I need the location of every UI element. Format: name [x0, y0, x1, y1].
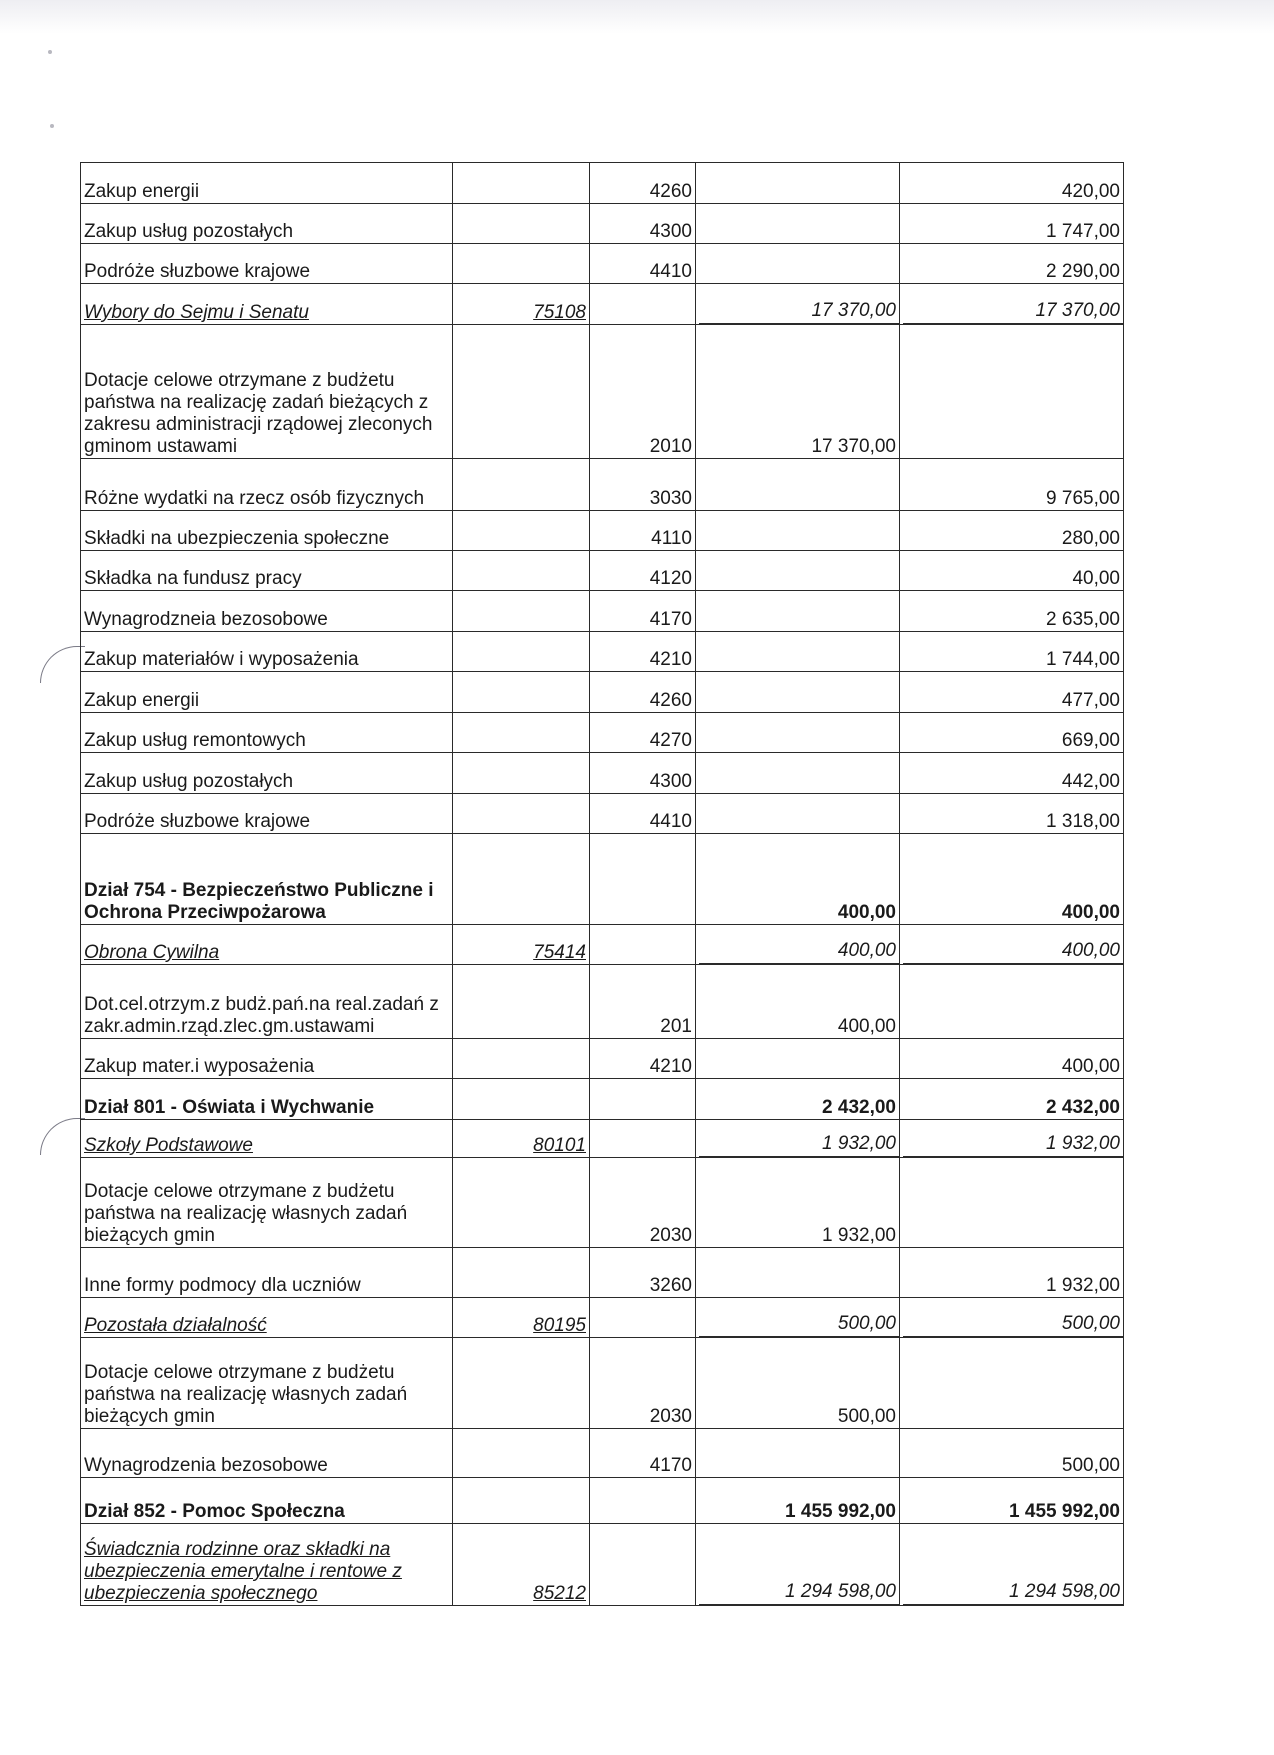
chapter-code-cell — [453, 325, 590, 459]
paragraph-code-cell — [590, 1158, 696, 1248]
description-cell-text: Wybory do Sejmu i Senatu — [84, 302, 309, 323]
change-amount-cell — [900, 459, 1124, 511]
change-amount-cell — [900, 244, 1124, 284]
change-amount-cell — [900, 1039, 1124, 1079]
scan-speck — [50, 124, 54, 128]
description-cell — [81, 244, 453, 284]
change-amount-cell-text: 669,00 — [1061, 730, 1120, 751]
paragraph-code-cell — [590, 672, 696, 713]
description-cell-text: Zakup mater.i wyposażenia — [84, 1056, 315, 1077]
change-amount-cell-text: 1 294 598,00 — [903, 1581, 1124, 1605]
paragraph-code-cell-text: 4210 — [649, 649, 692, 670]
paragraph-code-cell — [590, 1298, 696, 1338]
plan-amount-cell — [696, 672, 900, 713]
plan-amount-cell-text: 500,00 — [699, 1313, 900, 1337]
change-amount-cell — [900, 1478, 1124, 1524]
table-row — [81, 325, 1124, 459]
chapter-code-cell — [453, 1298, 590, 1338]
description-cell — [81, 834, 453, 925]
paragraph-code-cell — [590, 1429, 696, 1478]
description-cell — [81, 1524, 453, 1606]
description-cell — [81, 672, 453, 713]
subsection-row — [81, 1524, 1124, 1606]
paragraph-code-cell — [590, 1120, 696, 1158]
chapter-code-cell — [453, 591, 590, 632]
section-row — [81, 1478, 1124, 1524]
paragraph-code-cell — [590, 1248, 696, 1298]
chapter-code-cell — [453, 1158, 590, 1248]
change-amount-cell — [900, 1079, 1124, 1120]
table-row — [81, 1158, 1124, 1248]
plan-amount-cell — [696, 551, 900, 591]
paragraph-code-cell — [590, 632, 696, 672]
plan-amount-cell-text: 2 432,00 — [822, 1097, 896, 1118]
paragraph-code-cell — [590, 1524, 696, 1606]
paragraph-code-cell — [590, 965, 696, 1039]
table-row — [81, 965, 1124, 1039]
description-cell-text: Dotacje celowe otrzymane z budżetu państwa na realizację własnych zadań bieżących gmin — [84, 1181, 408, 1246]
paragraph-code-cell-text: 2030 — [649, 1225, 692, 1246]
plan-amount-cell — [696, 1039, 900, 1079]
description-cell — [81, 965, 453, 1039]
change-amount-cell — [900, 1338, 1124, 1429]
description-cell-text: Podróże słuzbowe krajowe — [84, 811, 311, 832]
chapter-code-cell — [453, 1248, 590, 1298]
change-amount-cell — [900, 753, 1124, 794]
plan-amount-cell — [696, 965, 900, 1039]
change-amount-cell-text: 420,00 — [1061, 181, 1120, 202]
chapter-code-cell — [453, 1429, 590, 1478]
change-amount-cell-text: 1 455 992,00 — [1009, 1501, 1120, 1522]
paragraph-code-cell-text: 4410 — [649, 811, 692, 832]
description-cell-text: Dział 801 - Oświata i Wychwanie — [84, 1097, 375, 1118]
description-cell-text: Wynagrodzneia bezosobowe — [84, 609, 328, 630]
description-cell-text: Pozostała działalność — [84, 1315, 267, 1336]
table-row — [81, 753, 1124, 794]
change-amount-cell-text: 1 318,00 — [1046, 811, 1120, 832]
paragraph-code-cell-text: 4170 — [649, 1455, 692, 1476]
paragraph-code-cell-text: 4210 — [649, 1056, 692, 1077]
description-cell — [81, 551, 453, 591]
table-row — [81, 1338, 1124, 1429]
table-row — [81, 459, 1124, 511]
chapter-code-cell-text: 80195 — [533, 1315, 586, 1336]
chapter-code-cell — [453, 753, 590, 794]
description-cell — [81, 1248, 453, 1298]
description-cell — [81, 591, 453, 632]
description-cell — [81, 794, 453, 834]
paragraph-code-cell-text: 4410 — [649, 261, 692, 282]
change-amount-cell-text: 17 370,00 — [903, 300, 1124, 324]
description-cell — [81, 1079, 453, 1120]
change-amount-cell — [900, 163, 1124, 204]
budget-table — [80, 162, 1124, 1606]
subsection-row — [81, 1120, 1124, 1158]
paragraph-code-cell — [590, 511, 696, 551]
paragraph-code-cell — [590, 834, 696, 925]
change-amount-cell — [900, 284, 1124, 325]
plan-amount-cell — [696, 284, 900, 325]
plan-amount-cell — [696, 1338, 900, 1429]
change-amount-cell — [900, 1158, 1124, 1248]
table-row — [81, 1429, 1124, 1478]
paragraph-code-cell-text: 4120 — [649, 568, 692, 589]
section-row — [81, 834, 1124, 925]
plan-amount-cell — [696, 325, 900, 459]
plan-amount-cell — [696, 753, 900, 794]
table-row — [81, 551, 1124, 591]
paragraph-code-cell-text: 4260 — [649, 181, 692, 202]
change-amount-cell — [900, 511, 1124, 551]
description-cell-text: Wynagrodzenia bezosobowe — [84, 1455, 328, 1476]
paragraph-code-cell — [590, 459, 696, 511]
paragraph-code-cell — [590, 591, 696, 632]
description-cell-text: Dot.cel.otrzym.z budż.pań.na real.zadań z zakr.admin.rząd.zlec.gm.ustawami — [84, 994, 439, 1037]
description-cell — [81, 1120, 453, 1158]
description-cell-text: Dział 754 - Bezpieczeństwo Publiczne i Ochrona Przeciwpożarowa — [84, 880, 434, 923]
chapter-code-cell-text: 75414 — [533, 942, 586, 963]
table-row — [81, 713, 1124, 753]
description-cell-text: Składka na fundusz pracy — [84, 568, 302, 589]
subsection-row — [81, 1298, 1124, 1338]
plan-amount-cell — [696, 244, 900, 284]
paragraph-code-cell-text: 3260 — [649, 1275, 692, 1296]
description-cell — [81, 459, 453, 511]
paragraph-code-cell — [590, 163, 696, 204]
chapter-code-cell — [453, 511, 590, 551]
change-amount-cell — [900, 1120, 1124, 1158]
paragraph-code-cell — [590, 1338, 696, 1429]
paragraph-code-cell-text: 4110 — [651, 528, 692, 549]
change-amount-cell-text: 500,00 — [1061, 1455, 1120, 1476]
change-amount-cell-text: 1 932,00 — [1046, 1275, 1120, 1296]
change-amount-cell — [900, 794, 1124, 834]
table-row — [81, 591, 1124, 632]
chapter-code-cell — [453, 713, 590, 753]
paragraph-code-cell — [590, 794, 696, 834]
plan-amount-cell-text: 1 932,00 — [822, 1225, 896, 1246]
plan-amount-cell-text: 400,00 — [837, 902, 896, 923]
description-cell-text: Różne wydatki na rzecz osób fizycznych — [84, 488, 425, 509]
plan-amount-cell-text: 1 932,00 — [699, 1133, 900, 1157]
paragraph-code-cell — [590, 925, 696, 965]
change-amount-cell-text: 400,00 — [1061, 1056, 1120, 1077]
table-row — [81, 632, 1124, 672]
plan-amount-cell — [696, 834, 900, 925]
description-cell — [81, 284, 453, 325]
description-cell-text: Dział 852 - Pomoc Społeczna — [84, 1501, 345, 1522]
paragraph-code-cell-text: 4300 — [649, 771, 692, 792]
description-cell-text: Zakup usług remontowych — [84, 730, 306, 751]
table-row — [81, 1039, 1124, 1079]
punch-hole-mark — [40, 1118, 85, 1155]
plan-amount-cell-text: 1 455 992,00 — [785, 1501, 896, 1522]
description-cell — [81, 325, 453, 459]
description-cell-text: Składki na ubezpieczenia społeczne — [84, 528, 390, 549]
description-cell-text: Dotacje celowe otrzymane z budżetu państwa na realizację własnych zadań bieżących gmin — [84, 1362, 408, 1427]
change-amount-cell-text: 280,00 — [1061, 528, 1120, 549]
change-amount-cell — [900, 925, 1124, 965]
plan-amount-cell — [696, 1524, 900, 1606]
table-row — [81, 672, 1124, 713]
paragraph-code-cell-text: 4170 — [649, 609, 692, 630]
change-amount-cell-text: 1 747,00 — [1046, 221, 1120, 242]
plan-amount-cell — [696, 1429, 900, 1478]
description-cell-text: Zakup usług pozostałych — [84, 771, 294, 792]
description-cell-text: Zakup usług pozostałych — [84, 221, 294, 242]
chapter-code-cell-text: 85212 — [533, 1583, 586, 1604]
paragraph-code-cell — [590, 753, 696, 794]
plan-amount-cell — [696, 925, 900, 965]
change-amount-cell — [900, 713, 1124, 753]
change-amount-cell — [900, 551, 1124, 591]
change-amount-cell-text: 2 635,00 — [1046, 609, 1120, 630]
change-amount-cell-text: 400,00 — [1061, 902, 1120, 923]
table-row — [81, 204, 1124, 244]
plan-amount-cell — [696, 1079, 900, 1120]
paragraph-code-cell — [590, 713, 696, 753]
change-amount-cell-text: 1 932,00 — [903, 1133, 1124, 1157]
chapter-code-cell — [453, 551, 590, 591]
plan-amount-cell — [696, 591, 900, 632]
plan-amount-cell-text: 17 370,00 — [811, 436, 896, 457]
description-cell-text: Zakup materiałów i wyposażenia — [84, 649, 359, 670]
description-cell — [81, 632, 453, 672]
change-amount-cell-text: 9 765,00 — [1046, 488, 1120, 509]
plan-amount-cell — [696, 511, 900, 551]
chapter-code-cell — [453, 204, 590, 244]
description-cell — [81, 1298, 453, 1338]
section-row — [81, 1079, 1124, 1120]
subsection-row — [81, 284, 1124, 325]
change-amount-cell-text: 477,00 — [1061, 690, 1120, 711]
description-cell — [81, 925, 453, 965]
change-amount-cell — [900, 1298, 1124, 1338]
plan-amount-cell-text: 1 294 598,00 — [699, 1581, 900, 1605]
paragraph-code-cell — [590, 244, 696, 284]
plan-amount-cell — [696, 459, 900, 511]
chapter-code-cell — [453, 163, 590, 204]
change-amount-cell — [900, 591, 1124, 632]
paragraph-code-cell-text: 4270 — [649, 730, 692, 751]
description-cell-text: Podróże słuzbowe krajowe — [84, 261, 311, 282]
subsection-row — [81, 925, 1124, 965]
chapter-code-cell — [453, 965, 590, 1039]
change-amount-cell-text: 500,00 — [903, 1313, 1124, 1337]
description-cell — [81, 1039, 453, 1079]
chapter-code-cell — [453, 925, 590, 965]
change-amount-cell-text: 1 744,00 — [1046, 649, 1120, 670]
change-amount-cell-text: 442,00 — [1061, 771, 1120, 792]
table-row — [81, 244, 1124, 284]
description-cell-text: Szkoły Podstawowe — [84, 1135, 253, 1156]
plan-amount-cell-text: 17 370,00 — [699, 300, 900, 324]
chapter-code-cell — [453, 794, 590, 834]
description-cell-text: Obrona Cywilna — [84, 942, 220, 963]
chapter-code-cell — [453, 284, 590, 325]
change-amount-cell — [900, 204, 1124, 244]
change-amount-cell — [900, 672, 1124, 713]
plan-amount-cell — [696, 794, 900, 834]
plan-amount-cell-text: 400,00 — [699, 940, 900, 964]
paragraph-code-cell-text: 201 — [660, 1016, 692, 1037]
chapter-code-cell — [453, 459, 590, 511]
description-cell — [81, 1158, 453, 1248]
table-row — [81, 511, 1124, 551]
change-amount-cell — [900, 325, 1124, 459]
plan-amount-cell-text: 400,00 — [837, 1016, 896, 1037]
scan-speck — [48, 50, 52, 54]
plan-amount-cell — [696, 163, 900, 204]
description-cell — [81, 1429, 453, 1478]
plan-amount-cell — [696, 1478, 900, 1524]
chapter-code-cell — [453, 1120, 590, 1158]
paragraph-code-cell — [590, 1478, 696, 1524]
paragraph-code-cell — [590, 1039, 696, 1079]
change-amount-cell-text: 400,00 — [903, 940, 1124, 964]
change-amount-cell-text: 2 432,00 — [1046, 1097, 1120, 1118]
plan-amount-cell — [696, 1158, 900, 1248]
plan-amount-cell — [696, 1248, 900, 1298]
description-cell — [81, 511, 453, 551]
plan-amount-cell — [696, 1298, 900, 1338]
change-amount-cell — [900, 834, 1124, 925]
paragraph-code-cell-text: 3030 — [649, 488, 692, 509]
paragraph-code-cell-text: 2010 — [649, 436, 692, 457]
description-cell — [81, 204, 453, 244]
change-amount-cell — [900, 965, 1124, 1039]
table-row — [81, 163, 1124, 204]
chapter-code-cell-text: 80101 — [533, 1135, 586, 1156]
chapter-code-cell — [453, 672, 590, 713]
description-cell-text: Inne formy podmocy dla uczniów — [84, 1275, 361, 1296]
paragraph-code-cell-text: 4260 — [649, 690, 692, 711]
plan-amount-cell — [696, 1120, 900, 1158]
description-cell — [81, 1338, 453, 1429]
paragraph-code-cell — [590, 1079, 696, 1120]
description-cell-text: Zakup energii — [84, 690, 200, 711]
plan-amount-cell-text: 500,00 — [837, 1406, 896, 1427]
table-row — [81, 1248, 1124, 1298]
chapter-code-cell — [453, 632, 590, 672]
change-amount-cell — [900, 1248, 1124, 1298]
chapter-code-cell — [453, 244, 590, 284]
change-amount-cell — [900, 632, 1124, 672]
chapter-code-cell — [453, 1524, 590, 1606]
plan-amount-cell — [696, 713, 900, 753]
chapter-code-cell — [453, 834, 590, 925]
description-cell — [81, 753, 453, 794]
paragraph-code-cell — [590, 204, 696, 244]
change-amount-cell — [900, 1429, 1124, 1478]
change-amount-cell-text: 2 290,00 — [1046, 261, 1120, 282]
chapter-code-cell-text: 75108 — [533, 302, 586, 323]
description-cell — [81, 1478, 453, 1524]
description-cell-text: Zakup energii — [84, 181, 200, 202]
scan-shadow — [0, 0, 1274, 34]
plan-amount-cell — [696, 204, 900, 244]
paragraph-code-cell — [590, 551, 696, 591]
table-row — [81, 794, 1124, 834]
description-cell — [81, 163, 453, 204]
plan-amount-cell — [696, 632, 900, 672]
paragraph-code-cell — [590, 325, 696, 459]
description-cell — [81, 713, 453, 753]
change-amount-cell-text: 40,00 — [1072, 568, 1120, 589]
paragraph-code-cell-text: 4300 — [649, 221, 692, 242]
chapter-code-cell — [453, 1478, 590, 1524]
paragraph-code-cell — [590, 284, 696, 325]
change-amount-cell — [900, 1524, 1124, 1606]
chapter-code-cell — [453, 1079, 590, 1120]
description-cell-text: Świadcznia rodzinne oraz składki na ubezpieczenia emerytalne i rentowe z ubezpieczenia społecznego — [84, 1539, 402, 1604]
description-cell-text: Dotacje celowe otrzymane z budżetu państwa na realizację zadań bieżących z zakresu administracji rządowej zleconych gminom ustawami — [84, 370, 433, 457]
chapter-code-cell — [453, 1338, 590, 1429]
punch-hole-mark — [40, 646, 85, 683]
chapter-code-cell — [453, 1039, 590, 1079]
paragraph-code-cell-text: 2030 — [649, 1406, 692, 1427]
